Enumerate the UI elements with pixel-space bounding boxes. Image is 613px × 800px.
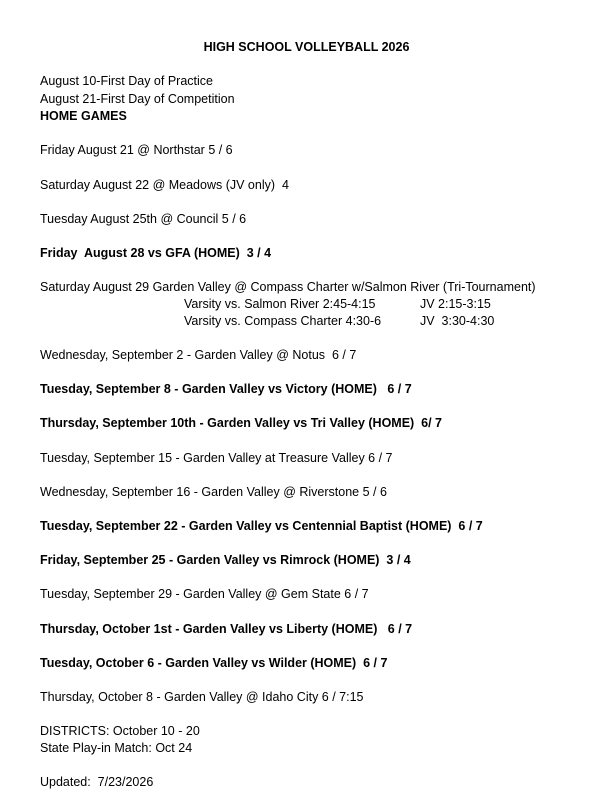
document-title: HIGH SCHOOL VOLLEYBALL 2026 — [203, 40, 410, 54]
game-line: Tuesday, September 15 - Garden Valley at Treasure Valley 6 / 7 — [40, 451, 393, 465]
home-games-heading: HOME GAMES — [40, 109, 127, 123]
game-line: Friday August 21 @ Northstar 5 / 6 — [40, 143, 233, 157]
game-line: Saturday August 22 @ Meadows (JV only) 4 — [40, 178, 289, 192]
game-line: Wednesday, September 16 - Garden Valley @ Riverstone 5 / 6 — [40, 485, 387, 499]
tournament-jv-match: JV 3:30-4:30 — [420, 314, 495, 328]
game-line: Thursday, October 8 - Garden Valley @ Idaho City 6 / 7:15 — [40, 690, 364, 704]
home-game-line: Thursday, October 1st - Garden Valley vs Liberty (HOME) 6 / 7 — [40, 622, 413, 636]
game-line: Tuesday, September 29 - Garden Valley @ Gem State 6 / 7 — [40, 587, 369, 601]
state-playin-info: State Play-in Match: Oct 24 — [40, 741, 193, 755]
tournament-jv-match: JV 2:15-3:15 — [420, 297, 491, 311]
home-game-line: Friday August 28 vs GFA (HOME) 3 / 4 — [40, 246, 272, 260]
game-line: Saturday August 29 Garden Valley @ Compass Charter w/Salmon River (Tri-Tournament) — [40, 280, 536, 294]
tournament-varsity-match: Varsity vs. Compass Charter 4:30-6 — [184, 314, 382, 328]
game-line: Tuesday August 25th @ Council 5 / 6 — [40, 212, 247, 226]
home-game-line: Friday, September 25 - Garden Valley vs Rimrock (HOME) 3 / 4 — [40, 553, 411, 567]
home-game-line: Tuesday, September 22 - Garden Valley vs Centennial Baptist (HOME) 6 / 7 — [40, 519, 483, 533]
home-game-line: Tuesday, September 8 - Garden Valley vs Victory (HOME) 6 / 7 — [40, 382, 412, 396]
practice-date: August 10-First Day of Practice — [40, 74, 213, 88]
game-line: Wednesday, September 2 - Garden Valley @ Notus 6 / 7 — [40, 348, 357, 362]
districts-info: DISTRICTS: October 10 - 20 — [40, 724, 200, 738]
competition-date: August 21-First Day of Competition — [40, 92, 235, 106]
updated-date: Updated: 7/23/2026 — [40, 775, 154, 789]
home-game-line: Thursday, September 10th - Garden Valley vs Tri Valley (HOME) 6/ 7 — [40, 416, 443, 430]
home-game-line: Tuesday, October 6 - Garden Valley vs Wilder (HOME) 6 / 7 — [40, 656, 388, 670]
tournament-varsity-match: Varsity vs. Salmon River 2:45-4:15 — [184, 297, 376, 311]
